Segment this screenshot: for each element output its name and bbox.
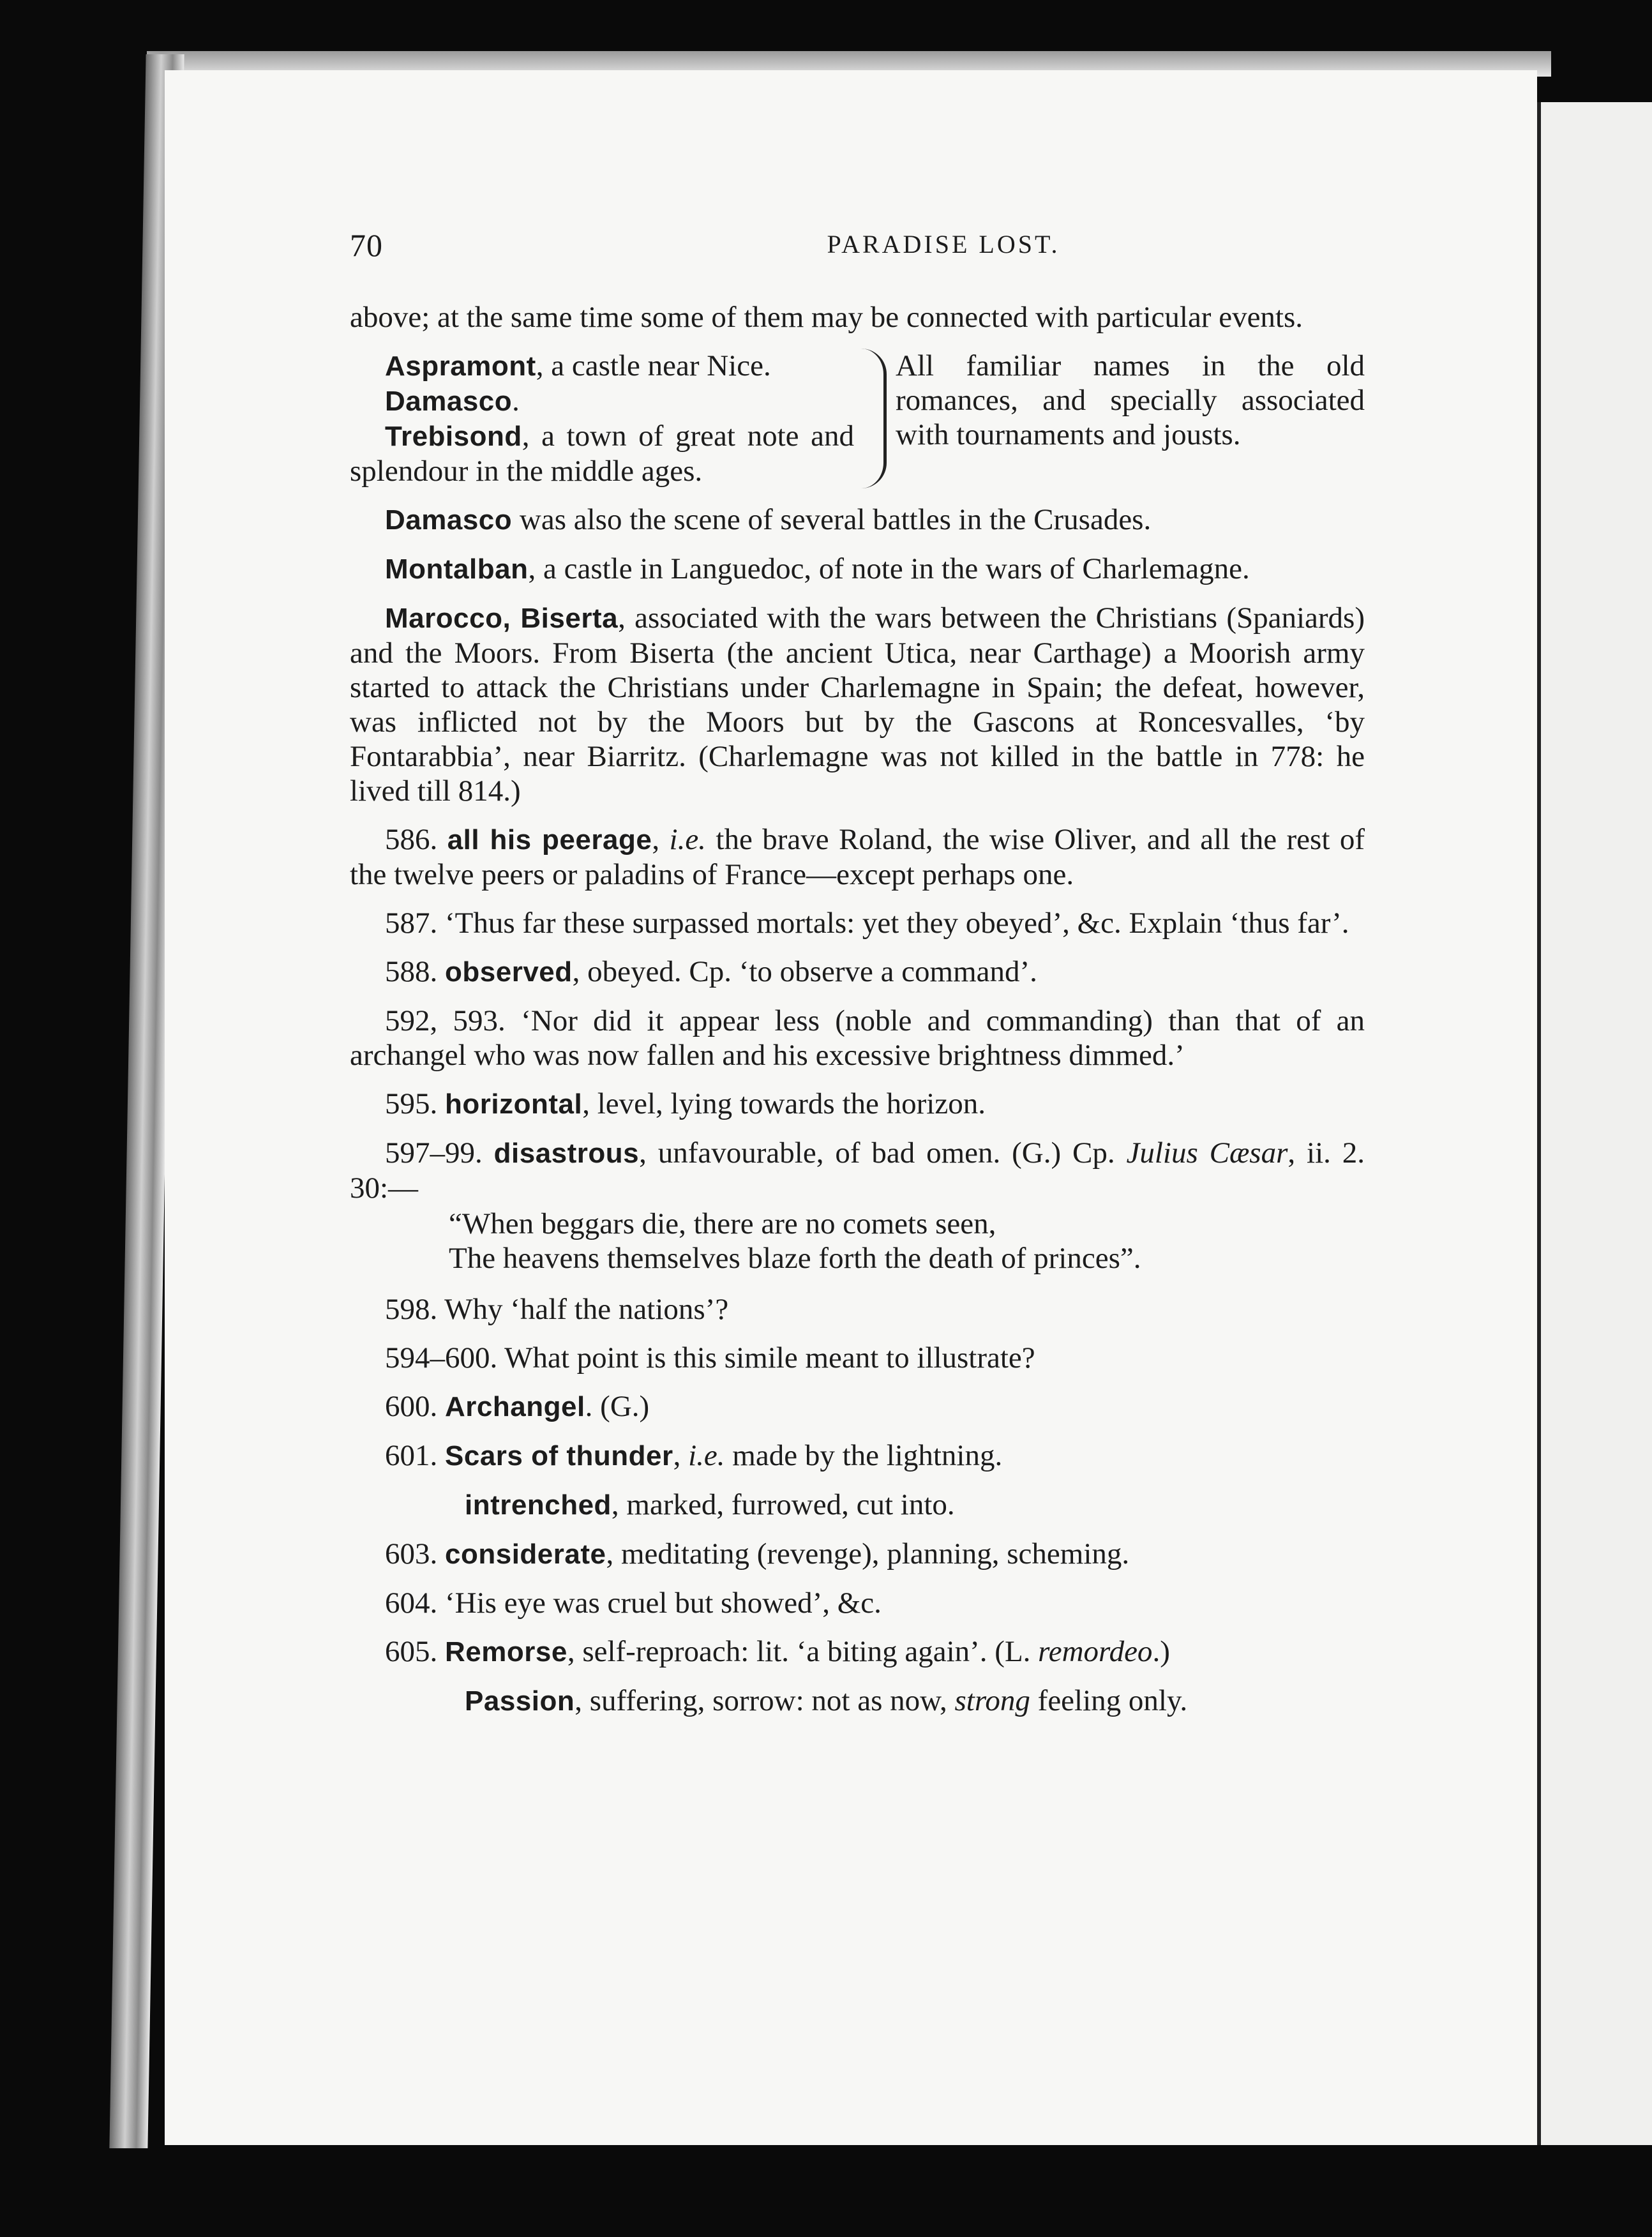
note-text: Why ‘half the nations’? [444,1293,729,1326]
note-text: , level, lying towards the horizon. [582,1087,986,1120]
line-ref: 595. [385,1087,438,1120]
line-note [350,1341,1365,1375]
headword: Marocco, Biserta [385,603,619,634]
glossary-group [350,349,1365,488]
line-ref: 592, 593. [385,1004,506,1037]
note-text: feeling only. [1030,1684,1188,1717]
note-text: made by the lightning. [725,1439,1003,1472]
abbrev: i.e. [688,1439,725,1472]
headword: Archangel [445,1391,585,1422]
headword: all his peerage [447,824,652,855]
headword: disastrous [493,1138,640,1169]
latin-word: remordeo [1038,1635,1153,1668]
note-paragraph [350,552,1365,587]
note-text: , suffering, sorrow: not as now, [574,1684,955,1717]
line-note [350,1292,1365,1327]
running-title: PARADISE LOST. [827,230,1060,259]
headword: considerate [445,1539,606,1570]
glossary-entry [350,384,854,419]
headword: Damasco [385,504,513,536]
note-paragraph [350,601,1365,808]
quote-line: “When beggars die, there are no comets seen, [449,1207,996,1240]
headword: Aspramont [385,350,536,382]
line-ref: 604. [385,1586,438,1620]
note-text: , obeyed. Cp. ‘to observe a command’. [572,955,1037,988]
headword: horizontal [445,1088,583,1120]
line-note [350,1004,1365,1073]
gloss-text: , a castle near Nice. [536,349,771,382]
line-ref: 594–600. [385,1341,498,1375]
line-note [350,906,1365,940]
abbrev: i.e. [669,823,706,856]
headword: Remorse [445,1636,567,1668]
glossary-entry [350,419,854,488]
glossary-terms [350,349,854,488]
line-note [350,822,1365,892]
line-ref: 601. [385,1439,438,1472]
line-ref: 586. [385,823,438,856]
page-number: 70 [350,227,383,263]
note-text: , meditating (revenge), planning, scheming. [606,1537,1130,1570]
notes-body [350,300,1365,1733]
note-text: , a castle in Languedoc, of note in the wars of Charlemagne. [528,552,1250,585]
adjacent-page-edge [1537,102,1652,2145]
headword: Passion [465,1685,575,1717]
gloss-text: , a town of great note and splendour in the middle ages. [350,419,854,488]
line-ref: 598. [385,1293,438,1326]
line-ref: 603. [385,1537,438,1570]
book-page [165,70,1537,2145]
block-quote [449,1207,1365,1276]
line-note [350,1586,1365,1620]
line-note [350,1087,1365,1122]
headword: Scars of thunder [445,1440,673,1472]
note-paragraph [350,502,1365,538]
note-text: . (G.) [585,1390,650,1423]
note-text: What point is this simile meant to illustrate? [504,1341,1035,1375]
note-text: , unfavourable, of bad omen. (G.) Cp. [639,1136,1127,1170]
sub-entry [350,1683,1365,1719]
note-text: , [673,1439,689,1472]
note-text: , associated with the wars between the Christians (Spaniards) and the Moors. From Biserta (the ancient Utica, near Carthage) a Moorish army started to attack the Christians under Charlemagne in Spain; the defeat, however, was inflicted not by the Moors but by the Gascons at Roncesvalles, ‘by Fontarabbia’, near Biarritz. (Charlemagne was not killed in the battle in 778: he lived till 814.) [350,601,1365,808]
note-text: the brave Roland, the wise Oliver, and all the rest of the twelve peers or paladins of France—except perhaps one. [350,823,1365,891]
note-text: ‘Thus far these surpassed mortals: yet they obeyed’, &c. Explain ‘thus far’. [445,907,1349,940]
glossary-shared-note: All familiar names in the old romances, and specially associated with tournaments and jousts. [896,349,1365,451]
citation-location: , ii. 2. 30:— [350,1136,1365,1205]
line-note [350,1438,1365,1473]
headword: Montalban [385,554,529,585]
note-text: ‘His eye was cruel but showed’, &c. [445,1586,882,1620]
line-ref: 600. [385,1390,438,1423]
quote-line: The heavens themselves blaze forth the death of princes”. [449,1242,1141,1275]
note-text: .) [1152,1635,1170,1668]
note-text: was also the scene of several battles in the Crusades. [512,503,1152,536]
headword: Trebisond [385,421,522,452]
line-ref: 605. [385,1635,438,1668]
note-text: , self-reproach: lit. ‘a biting again’. (L. [567,1635,1039,1668]
continuation-paragraph: above; at the same time some of them may be connected with particular events. [350,301,1303,334]
note-text: ‘Nor did it appear less (noble and commanding) than that of an archangel who was now fallen and his excessive brightness dimmed.’ [350,1004,1365,1072]
line-note [350,1537,1365,1572]
sub-entry [350,1488,1365,1523]
line-note [350,954,1365,990]
note-text: , marked, furrowed, cut into. [611,1488,955,1521]
gloss-text: . [512,384,520,418]
headword: Damasco [385,386,513,417]
headword: intrenched [465,1489,612,1521]
line-ref: 588. [385,955,438,988]
line-ref: 597–99. [385,1136,483,1170]
emphasis: strong [954,1684,1030,1717]
line-note [350,1389,1365,1424]
headword: observed [445,956,573,988]
line-ref: 587. [385,907,438,940]
note-text: , [652,823,670,856]
glossary-entry [350,349,854,384]
brace-glyph [858,349,887,488]
citation-work: Julius Cæsar [1126,1136,1288,1170]
page-header [350,227,1537,271]
line-note [350,1634,1365,1669]
line-note [350,1136,1365,1205]
